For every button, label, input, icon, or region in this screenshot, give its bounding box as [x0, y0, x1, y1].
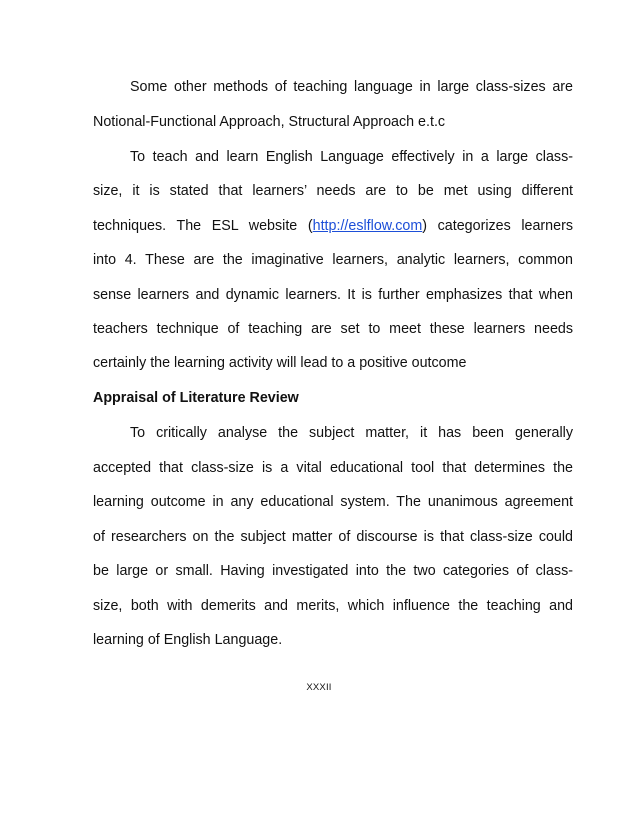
- paragraph-3-line-6: size, both with demerits and merits, which influence the teaching and: [93, 598, 573, 614]
- paragraph-3-line-4: of researchers on the subject matter of discourse is that class-size could: [93, 529, 573, 545]
- page-number: XXXII: [306, 682, 332, 693]
- paragraph-2-line-3-after-link: ) categorizes learners: [422, 218, 573, 234]
- paragraph-3-line-7: learning of English Language.: [93, 632, 283, 648]
- section-heading: Appraisal of Literature Review: [93, 390, 299, 406]
- paragraph-3-line-5: be large or small. Having investigated into the two categories of class-: [93, 563, 573, 579]
- paragraph-2-line-1: To teach and learn English Language effectively in a large class-: [130, 149, 573, 165]
- paragraph-1-line-1: Some other methods of teaching language in large class-sizes are: [130, 79, 573, 95]
- paragraph-2-line-7: certainly the learning activity will lead to a positive outcome: [93, 355, 467, 371]
- paragraph-2-line-5: sense learners and dynamic learners. It is further emphasizes that when: [93, 287, 573, 303]
- paragraph-2-line-3-before-link: techniques. The ESL website (: [93, 218, 313, 234]
- paragraph-3-line-1: To critically analyse the subject matter, it has been generally: [130, 425, 573, 441]
- eslflow-link[interactable]: http://eslflow.com: [312, 218, 423, 234]
- paragraph-1-line-2: Notional-Functional Approach, Structural Approach e.t.c: [93, 114, 446, 130]
- paragraph-2-line-3: [93, 217, 573, 235]
- paragraph-2-line-6: teachers technique of teaching are set to meet these learners needs: [93, 321, 573, 337]
- paragraph-2-line-4: into 4. These are the imaginative learners, analytic learners, common: [93, 252, 573, 268]
- paragraph-3-line-3: learning outcome in any educational system. The unanimous agreement: [93, 494, 573, 510]
- paragraph-3-line-2: accepted that class-size is a vital educational tool that determines the: [93, 460, 573, 476]
- paragraph-2-line-2: size, it is stated that learners’ needs are to be met using different: [93, 183, 573, 199]
